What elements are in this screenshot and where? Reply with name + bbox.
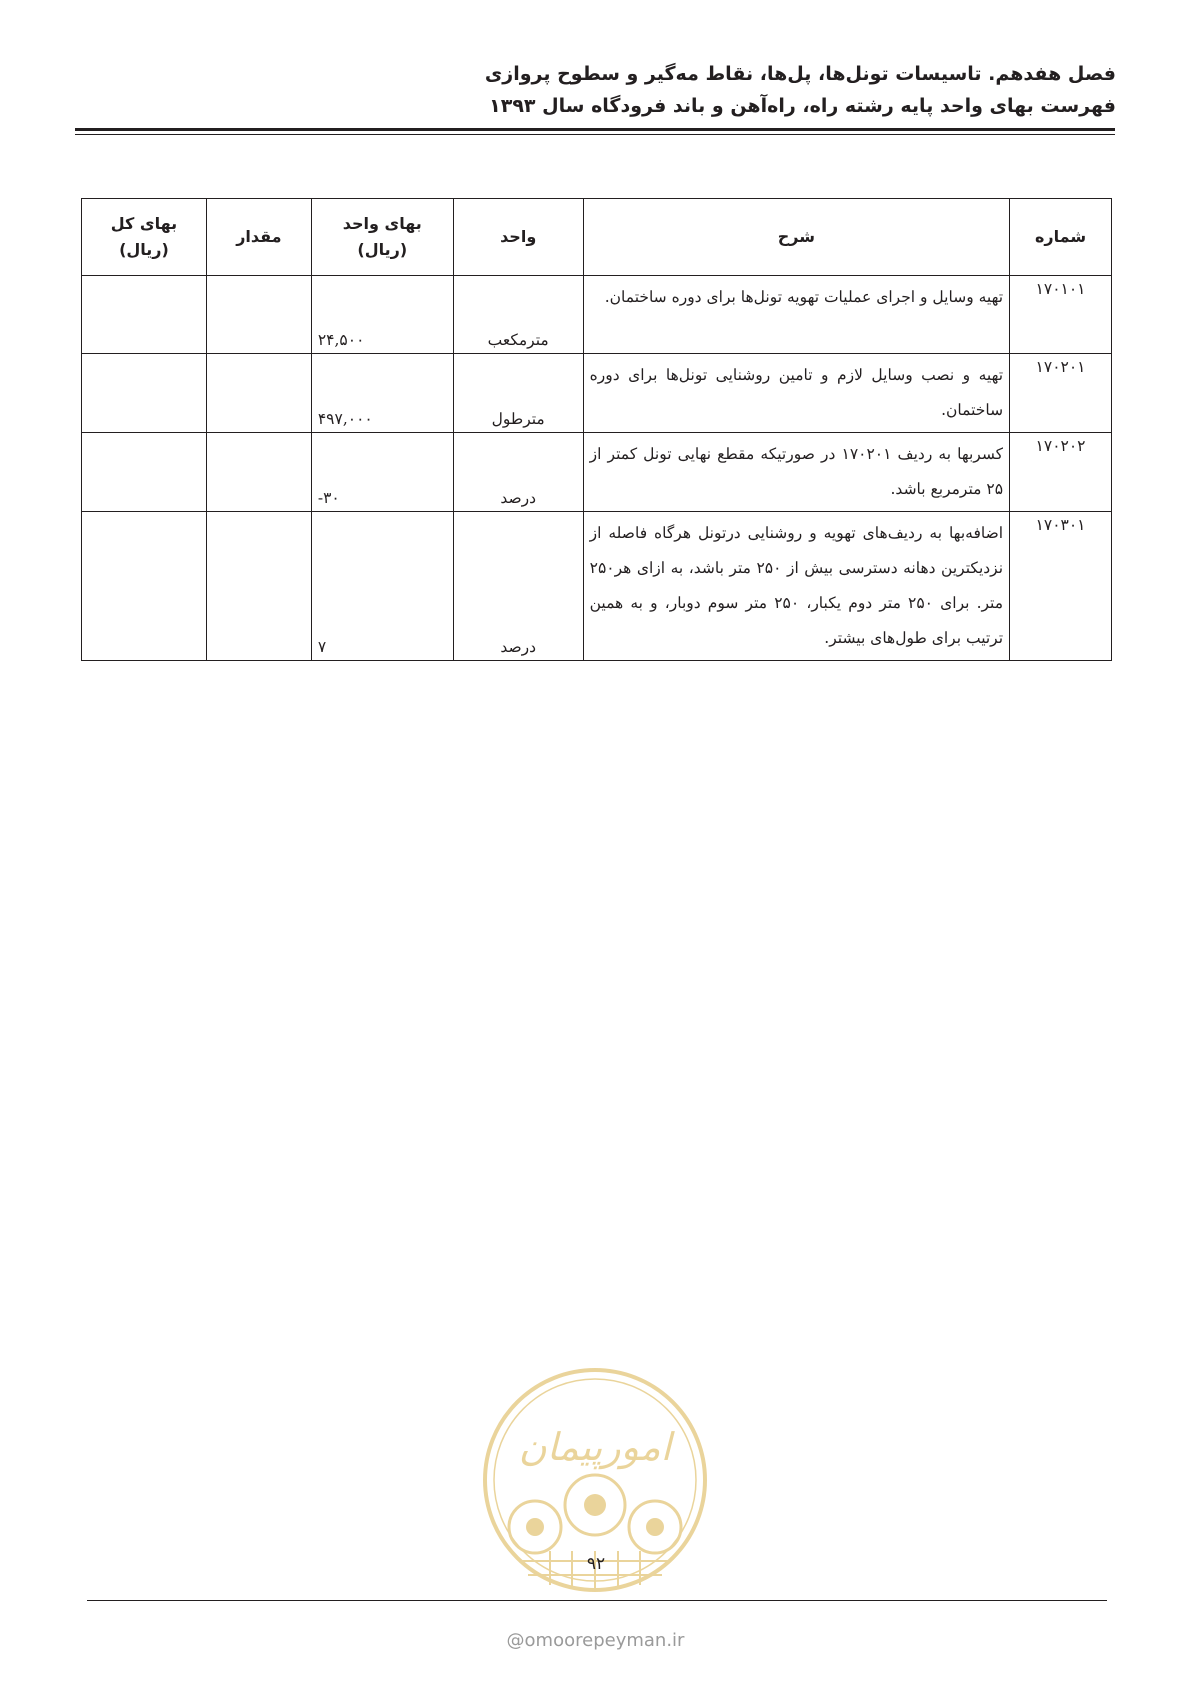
table-row xyxy=(82,276,1112,354)
website-watermark: @omoorepeyman.ir xyxy=(506,1630,685,1651)
row-total-price xyxy=(82,433,207,512)
row-number: ۱۷۰۲۰۱ xyxy=(1010,354,1112,433)
table-header-row xyxy=(82,199,1112,276)
header-unit-price-currency: (ریال) xyxy=(357,240,408,259)
header-total-price xyxy=(82,199,207,276)
row-number: ۱۷۰۱۰۱ xyxy=(1010,276,1112,354)
row-description: کسربها به ردیف ۱۷۰۲۰۱ در صورتیکه مقطع نهایی تونل کمتر از ۲۵ مترمربع باشد. xyxy=(583,433,1009,512)
table-row xyxy=(82,354,1112,433)
header-unit-price xyxy=(311,199,453,276)
row-unit: درصد xyxy=(453,433,583,512)
footer-rule xyxy=(87,1600,1107,1601)
header-rule-thick xyxy=(75,128,1115,131)
header-number: شماره xyxy=(1010,199,1112,276)
row-description: اضافه‌بها به ردیف‌های تهویه و روشنایی درتونل هرگاه فاصله از نزدیکترین دهانه دسترسی بیش از ۲۵۰ متر باشد، به ازای هر۲۵۰ متر. برای ۲۵۰ متر دوم یکبار، ۲۵۰ متر سوم دوبار، و به همین ترتیب برای طول‌های بیشتر. xyxy=(583,512,1009,661)
page-number: ۹۲ xyxy=(586,1554,606,1574)
table-row xyxy=(82,512,1112,661)
row-total-price xyxy=(82,512,207,661)
row-unit-price: -۳۰ xyxy=(311,433,453,512)
header-rule-thin xyxy=(75,134,1115,135)
row-number: ۱۷۰۲۰۲ xyxy=(1010,433,1112,512)
row-total-price xyxy=(82,354,207,433)
row-unit-price: ۷ xyxy=(311,512,453,661)
row-unit: مترمکعب xyxy=(453,276,583,354)
header-total-price-currency: (ریال) xyxy=(119,240,169,259)
chapter-title: فصل هفدهم. تاسیسات تونل‌ها، پل‌ها، نقاط مه‌گیر و سطوح پروازی xyxy=(484,63,1116,85)
row-total-price xyxy=(82,276,207,354)
row-quantity xyxy=(206,276,311,354)
price-items-table xyxy=(81,198,1112,661)
seal-lettering: امورپیمان xyxy=(518,1425,672,1469)
table-row xyxy=(82,433,1112,512)
page-header xyxy=(76,58,1116,122)
price-list-title: فهرست بهای واحد پایه رشته راه، راه‌آهن و باند فرودگاه سال ۱۳۹۳ xyxy=(489,95,1116,117)
row-unit: مترطول xyxy=(453,354,583,433)
row-description: تهیه وسایل و اجرای عملیات تهویه تونل‌ها برای دوره ساختمان. xyxy=(583,276,1009,354)
row-unit-price: ۲۴,۵۰۰ xyxy=(311,276,453,354)
row-number: ۱۷۰۳۰۱ xyxy=(1010,512,1112,661)
header-quantity: مقدار xyxy=(206,199,311,276)
row-unit-price: ۴۹۷,۰۰۰ xyxy=(311,354,453,433)
row-quantity xyxy=(206,433,311,512)
header-total-price-label: بهای کل xyxy=(110,214,178,233)
row-quantity xyxy=(206,354,311,433)
row-description: تهیه و نصب وسایل لازم و تامین روشنایی تونل‌ها برای دوره ساختمان. xyxy=(583,354,1009,433)
header-unit-price-label: بهای واحد xyxy=(342,214,422,233)
header-description: شرح xyxy=(583,199,1009,276)
row-unit: درصد xyxy=(453,512,583,661)
row-quantity xyxy=(206,512,311,661)
header-unit: واحد xyxy=(453,199,583,276)
